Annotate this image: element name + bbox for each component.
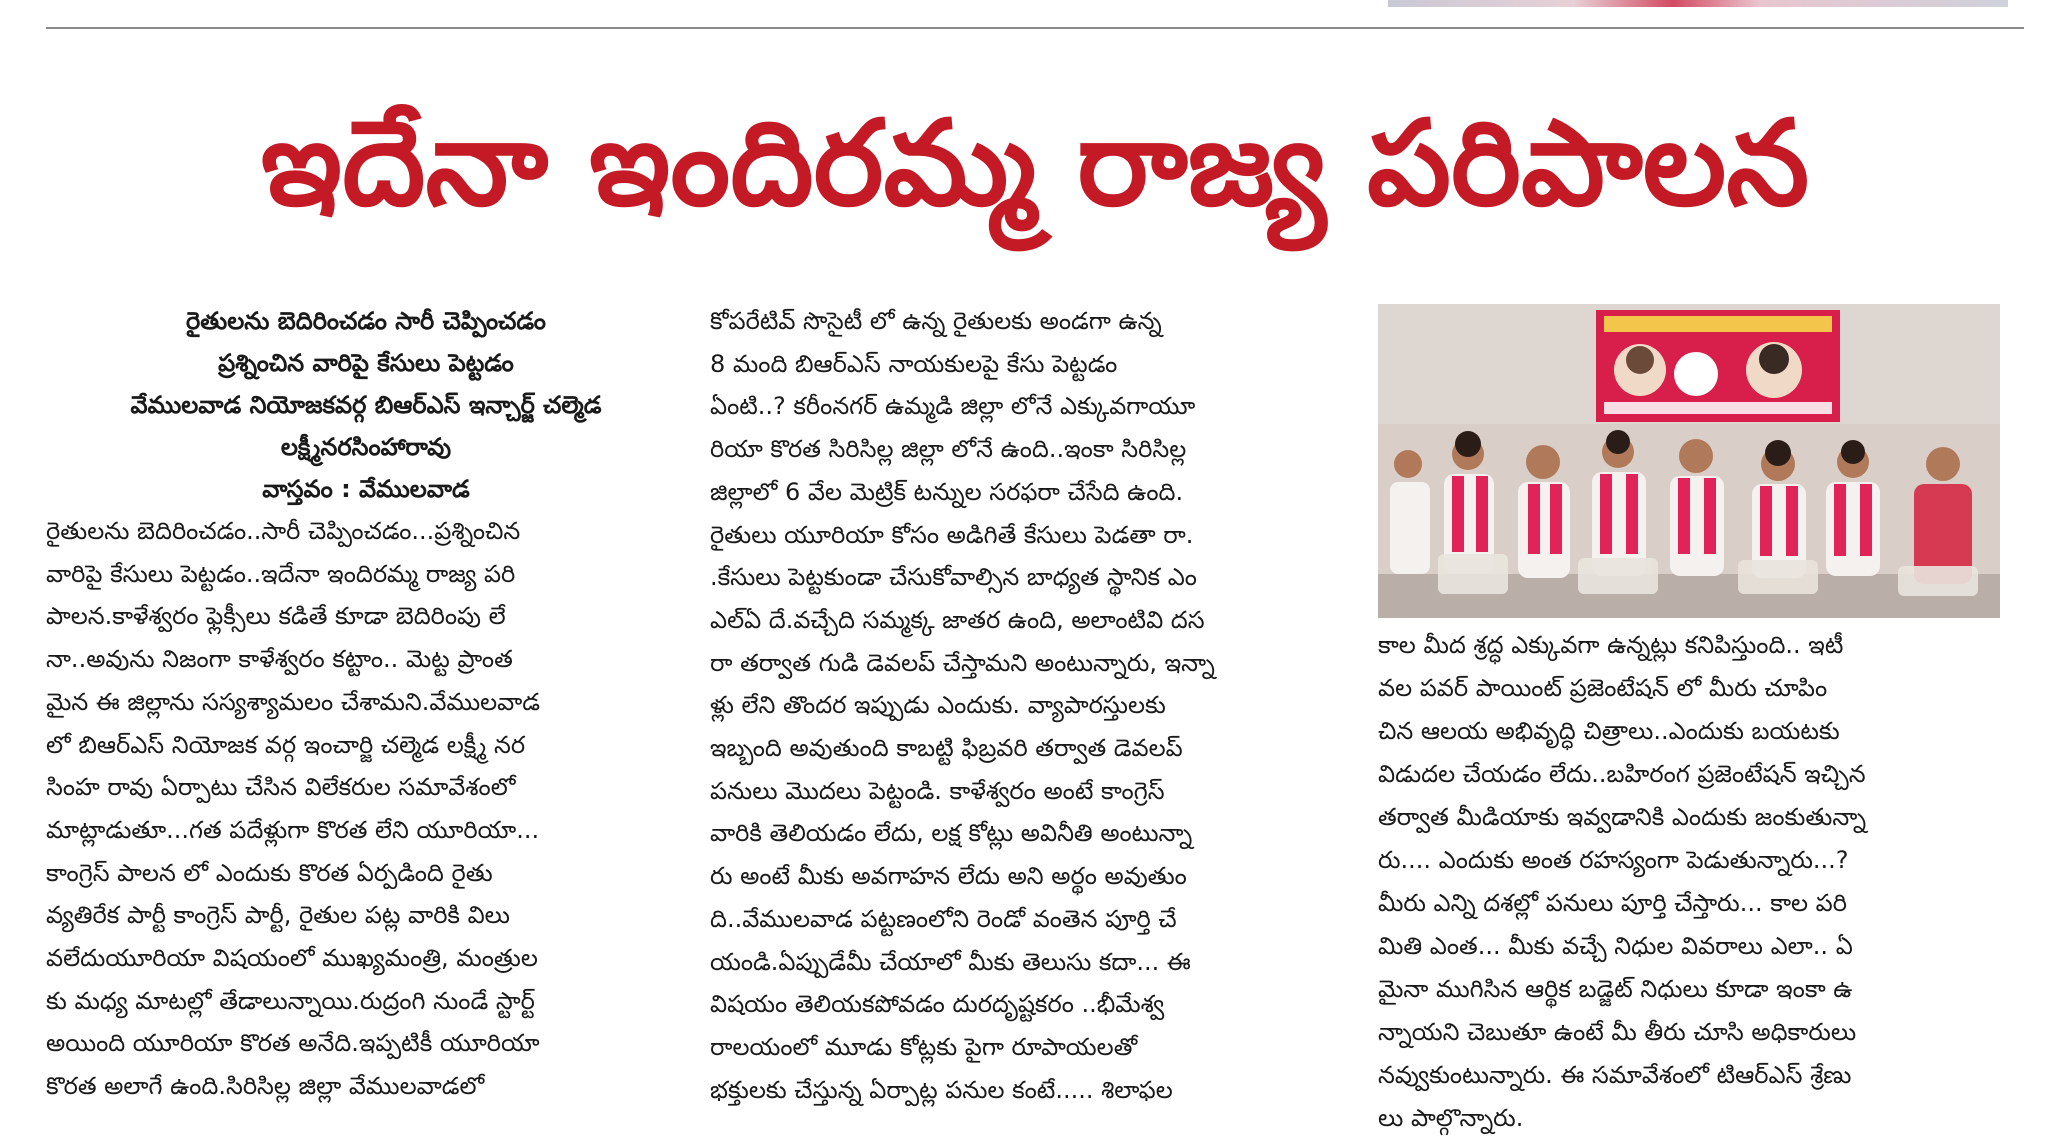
body-line: న్నాయని చెబుతూ ఉంటే మీ తీరు చూసి అధికారులు — [1378, 1018, 1857, 1046]
body-line: పాలన.కాళేశ్వరం ఫ్లెక్సీలు కడితే కూడా బెదిరింపు లే — [46, 602, 506, 631]
body-line: లు పాల్గొన్నారు. — [1378, 1104, 1524, 1132]
dateline: వాస్తవం : వేములవాడ — [262, 475, 470, 503]
body-line: నవ్వుకుంటున్నారు. ఈ సమావేశంలో టిఆర్ఎస్ శ్రేణు — [1378, 1061, 1852, 1089]
top-divider — [46, 27, 2024, 29]
body-line: వల పవర్ పాయింట్ ప్రజెంటేషన్ లో మీరు చూపిం — [1378, 674, 1828, 702]
body-line: మైనా ముగిసిన ఆర్థిక బడ్జెట్ నిధులు కూడా ఇంకా ఉ — [1378, 975, 1853, 1003]
intro-line: లక్ష్మీనరసింహారావు — [280, 433, 452, 461]
body-line: రియా కొరత సిరిసిల్ల జిల్లా లోనే ఉంది..ఇంకా సిరిసిల్ల — [710, 435, 1187, 464]
press-meet-photo-illustration — [1378, 304, 2000, 618]
body-line: పనులు మొదలు పెట్టండి. కాళేశ్వరం అంటే కాంగ్రెస్ — [710, 776, 1165, 805]
body-line: లో బిఆర్ఎస్ నియోజక వర్గ ఇంచార్జి చల్మెడ లక్ష్మీ నర — [46, 730, 526, 759]
body-line: అయింది యూరియా కొరత అనేది.ఇప్పటికీ యూరియా — [46, 1029, 540, 1058]
column-2 — [710, 300, 1350, 1111]
body-line: చిన ఆలయ అభివృద్ధి చిత్రాలు..ఎందుకు బయటకు — [1378, 717, 1840, 745]
column-3 — [1378, 624, 2002, 1140]
body-line: వారికి తెలియడం లేదు, లక్ష కోట్లు అవినీతి అంటున్నా — [710, 819, 1193, 848]
body-line: .కేసులు పెట్టకుండా చేసుకోవాల్సిన బాధ్యత స్థానిక ఎం — [710, 563, 1197, 592]
top-photo-strip — [1388, 0, 2008, 7]
body-line: జిల్లాలో 6 వేల మెట్రిక్ టన్నుల సరఫరా చేసేది ఉంది. — [710, 477, 1184, 506]
body-line: తర్వాత మీడియాకు ఇవ్వడానికి ఎందుకు జంకుతున్నా — [1378, 803, 1867, 831]
column-1 — [46, 300, 686, 1108]
body-line: సింహ రావు ఏర్పాటు చేసిన విలేకరుల సమావేశంలో — [46, 773, 516, 802]
body-line: మితి ఎంత... మీకు వచ్చే నిధుల వివరాలు ఎలా.. ఏ — [1378, 932, 1853, 960]
body-line: మాట్లాడుతూ...గత పదేళ్లుగా కొరత లేని యూరియా... — [46, 815, 540, 844]
intro-line: ప్రశ్నించిన వారిపై కేసులు పెట్టడం — [218, 349, 514, 377]
body-line: వలేదుయూరియా విషయంలో ముఖ్యమంత్రి, మంత్రుల — [46, 944, 538, 973]
body-line: మైన ఈ జిల్లాను సస్యశ్యామలం చేశామని.వేములవాడ — [46, 687, 541, 716]
body-line: ఏంటి..? కరీంనగర్ ఉమ్మడి జిల్లా లోనే ఎక్కువగాయూ — [710, 392, 1196, 421]
body-line: రు అంటే మీకు అవగాహన లేదు అని అర్థం అవుతుం — [710, 862, 1187, 891]
intro-line: రైతులను బెదిరించడం సారీ చెప్పించడం — [186, 307, 546, 335]
body-line: విడుదల చేయడం లేదు..బహిరంగ ప్రజెంటేషన్ ఇచ్చిన — [1378, 760, 1866, 788]
body-line: వారిపై కేసులు పెట్టడం..ఇదేనా ఇందిరమ్మ రాజ్య పరి — [46, 559, 516, 588]
body-line: వ్యతిరేక పార్టీ కాంగ్రెస్ పార్టీ, రైతుల పట్ల వారికి విలు — [46, 901, 510, 930]
body-line: ఎల్ఏ దే.వచ్చేది సమ్మక్క జాతర ఉంది, అలాంటివి దస — [710, 605, 1205, 634]
body-line: ఇబ్బంది అవుతుంది కాబట్టి ఫిబ్రవరి తర్వాత డెవలప్ — [710, 734, 1183, 763]
body-line: కు మధ్య మాటల్లో తేడాలున్నాయి.రుద్రంగి నుండే స్టార్ట్ — [46, 986, 535, 1015]
body-line: కాంగ్రెస్ పాలన లో ఎందుకు కొరత ఏర్పడింది రైతు — [46, 858, 493, 887]
press-meet-photo — [1378, 304, 2000, 618]
body-line: విషయం తెలియకపోవడం దురదృష్టకరం ..భీమేశ్వ — [710, 990, 1165, 1019]
body-line: మీరు ఎన్ని దశల్లో పనులు పూర్తి చేస్తారు... కాల పరి — [1378, 889, 1847, 917]
body-line: రైతులు యూరియా కోసం అడిగితే కేసులు పెడతా రా. — [710, 520, 1194, 549]
article-intro — [46, 300, 686, 510]
intro-line: వేములవాడ నియోజకవర్గ బిఆర్ఎస్ ఇన్చార్జ్ చల్మెడ — [130, 391, 602, 419]
body-line: కొరత అలాగే ఉంది.సిరిసిల్ల జిల్లా వేములవాడలో — [46, 1072, 485, 1101]
body-line: నా..అవును నిజంగా కాళేశ్వరం కట్టాం.. మెట్ట ప్రాంత — [46, 645, 513, 674]
body-line: కాల మీద శ్రద్ధ ఎక్కువగా ఉన్నట్లు కనిపిస్తుంది.. ఇటీ — [1378, 631, 1844, 659]
body-line: రు.... ఎందుకు అంత రహస్యంగా పెడుతున్నారు...? — [1378, 846, 1849, 874]
body-line: రా తర్వాత గుడి డెవలప్ చేస్తామని అంటున్నారు, ఇన్నా — [710, 648, 1215, 677]
body-line: రాలయంలో మూడు కోట్లకు పైగా రూపాయలతో — [710, 1032, 1138, 1061]
body-line: 8 మంది బిఆర్ఎస్ నాయకులపై కేసు పెట్టడం — [710, 349, 1118, 378]
body-line: యండి.ఏప్పుడేమీ చేయాలో మీకు తెలుసు కదా... ఈ — [710, 947, 1191, 976]
body-line: ళ్లు లేని తొందర ఇప్పుడు ఎందుకు. వ్యాపారస్తులకు — [710, 691, 1166, 720]
body-line: ది..వేములవాడ పట్టణంలోని రెండో వంతెన పూర్తి చే — [710, 904, 1177, 933]
column-1-body — [46, 510, 686, 1108]
body-line: కోపరేటివ్ సొసైటీ లో ఉన్న రైతులకు అండగా ఉన్న — [710, 307, 1162, 335]
body-line: రైతులను బెదిరించడం..సారీ చెప్పించడం...ప్రశ్నించిన — [46, 517, 521, 545]
headline: ఇదేనా ఇందిరమ్మ రాజ్య పరిపాలన — [260, 94, 1810, 232]
body-line: భక్తులకు చేస్తున్న ఏర్పాట్ల పనుల కంటే..... శిలాఫల — [710, 1075, 1173, 1104]
